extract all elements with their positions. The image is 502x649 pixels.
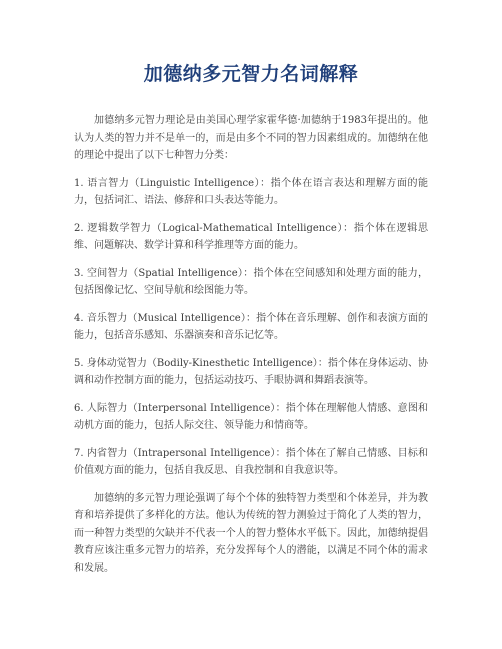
list-item-spatial: 3. 空间智力（Spatial Intelligence）：指个体在空间感知和处理方面的能力，包括图像记忆、空间导航和绘图能力等。 bbox=[74, 267, 428, 296]
list-item-interpersonal: 6. 人际智力（Interpersonal Intelligence）：指个体在理解他人情感、意图和动机方面的能力，包括人际交往、领导能力和情商等。 bbox=[74, 402, 428, 431]
list-item-linguistic: 1. 语言智力（Linguistic Intelligence）：指个体在语言表达和理解方面的能力，包括词汇、语法、修辞和口头表达等能力。 bbox=[74, 177, 428, 206]
list-item-intrapersonal: 7. 内省智力（Intrapersonal Intelligence）：指个体在了解自己情感、目标和价值观方面的能力，包括自我反思、自我控制和自我意识等。 bbox=[74, 447, 428, 476]
list-item-logical-mathematical: 2. 逻辑数学智力（Logical-Mathematical Intelligence）：指个体在逻辑思维、问题解决、数学计算和科学推理等方面的能力。 bbox=[74, 222, 428, 251]
conclusion-paragraph: 加德纳的多元智力理论强调了每个个体的独特智力类型和个体差异，并为教育和培养提供了多样化的方法。他认为传统的智力测验过于简化了人类的智力，而一种智力类型的欠缺并不代表一个人的智力整体水平低下。因此，加德纳提倡教育应该注重多元智力的培养，充分发挥每个人的潜能，以满足不同个体的需求和发展。 bbox=[74, 492, 428, 574]
list-item-bodily-kinesthetic: 5. 身体动觉智力（Bodily-Kinesthetic Intelligence）：指个体在身体运动、协调和动作控制方面的能力，包括运动技巧、手眼协调和舞蹈表演等。 bbox=[74, 357, 428, 386]
document-title: 加德纳多元智力名词解释 bbox=[143, 63, 359, 85]
list-item-musical: 4. 音乐智力（Musical Intelligence）：指个体在音乐理解、创作和表演方面的能力，包括音乐感知、乐器演奏和音乐记忆等。 bbox=[74, 312, 428, 341]
intro-paragraph: 加德纳多元智力理论是由美国心理学家霍华德·加德纳于1983年提出的。他认为人类的智力并不是单一的，而是由多个不同的智力因素组成的。加德纳在他的理论中提出了以下七种智力分类： bbox=[74, 115, 428, 161]
intelligence-list bbox=[74, 175, 428, 480]
